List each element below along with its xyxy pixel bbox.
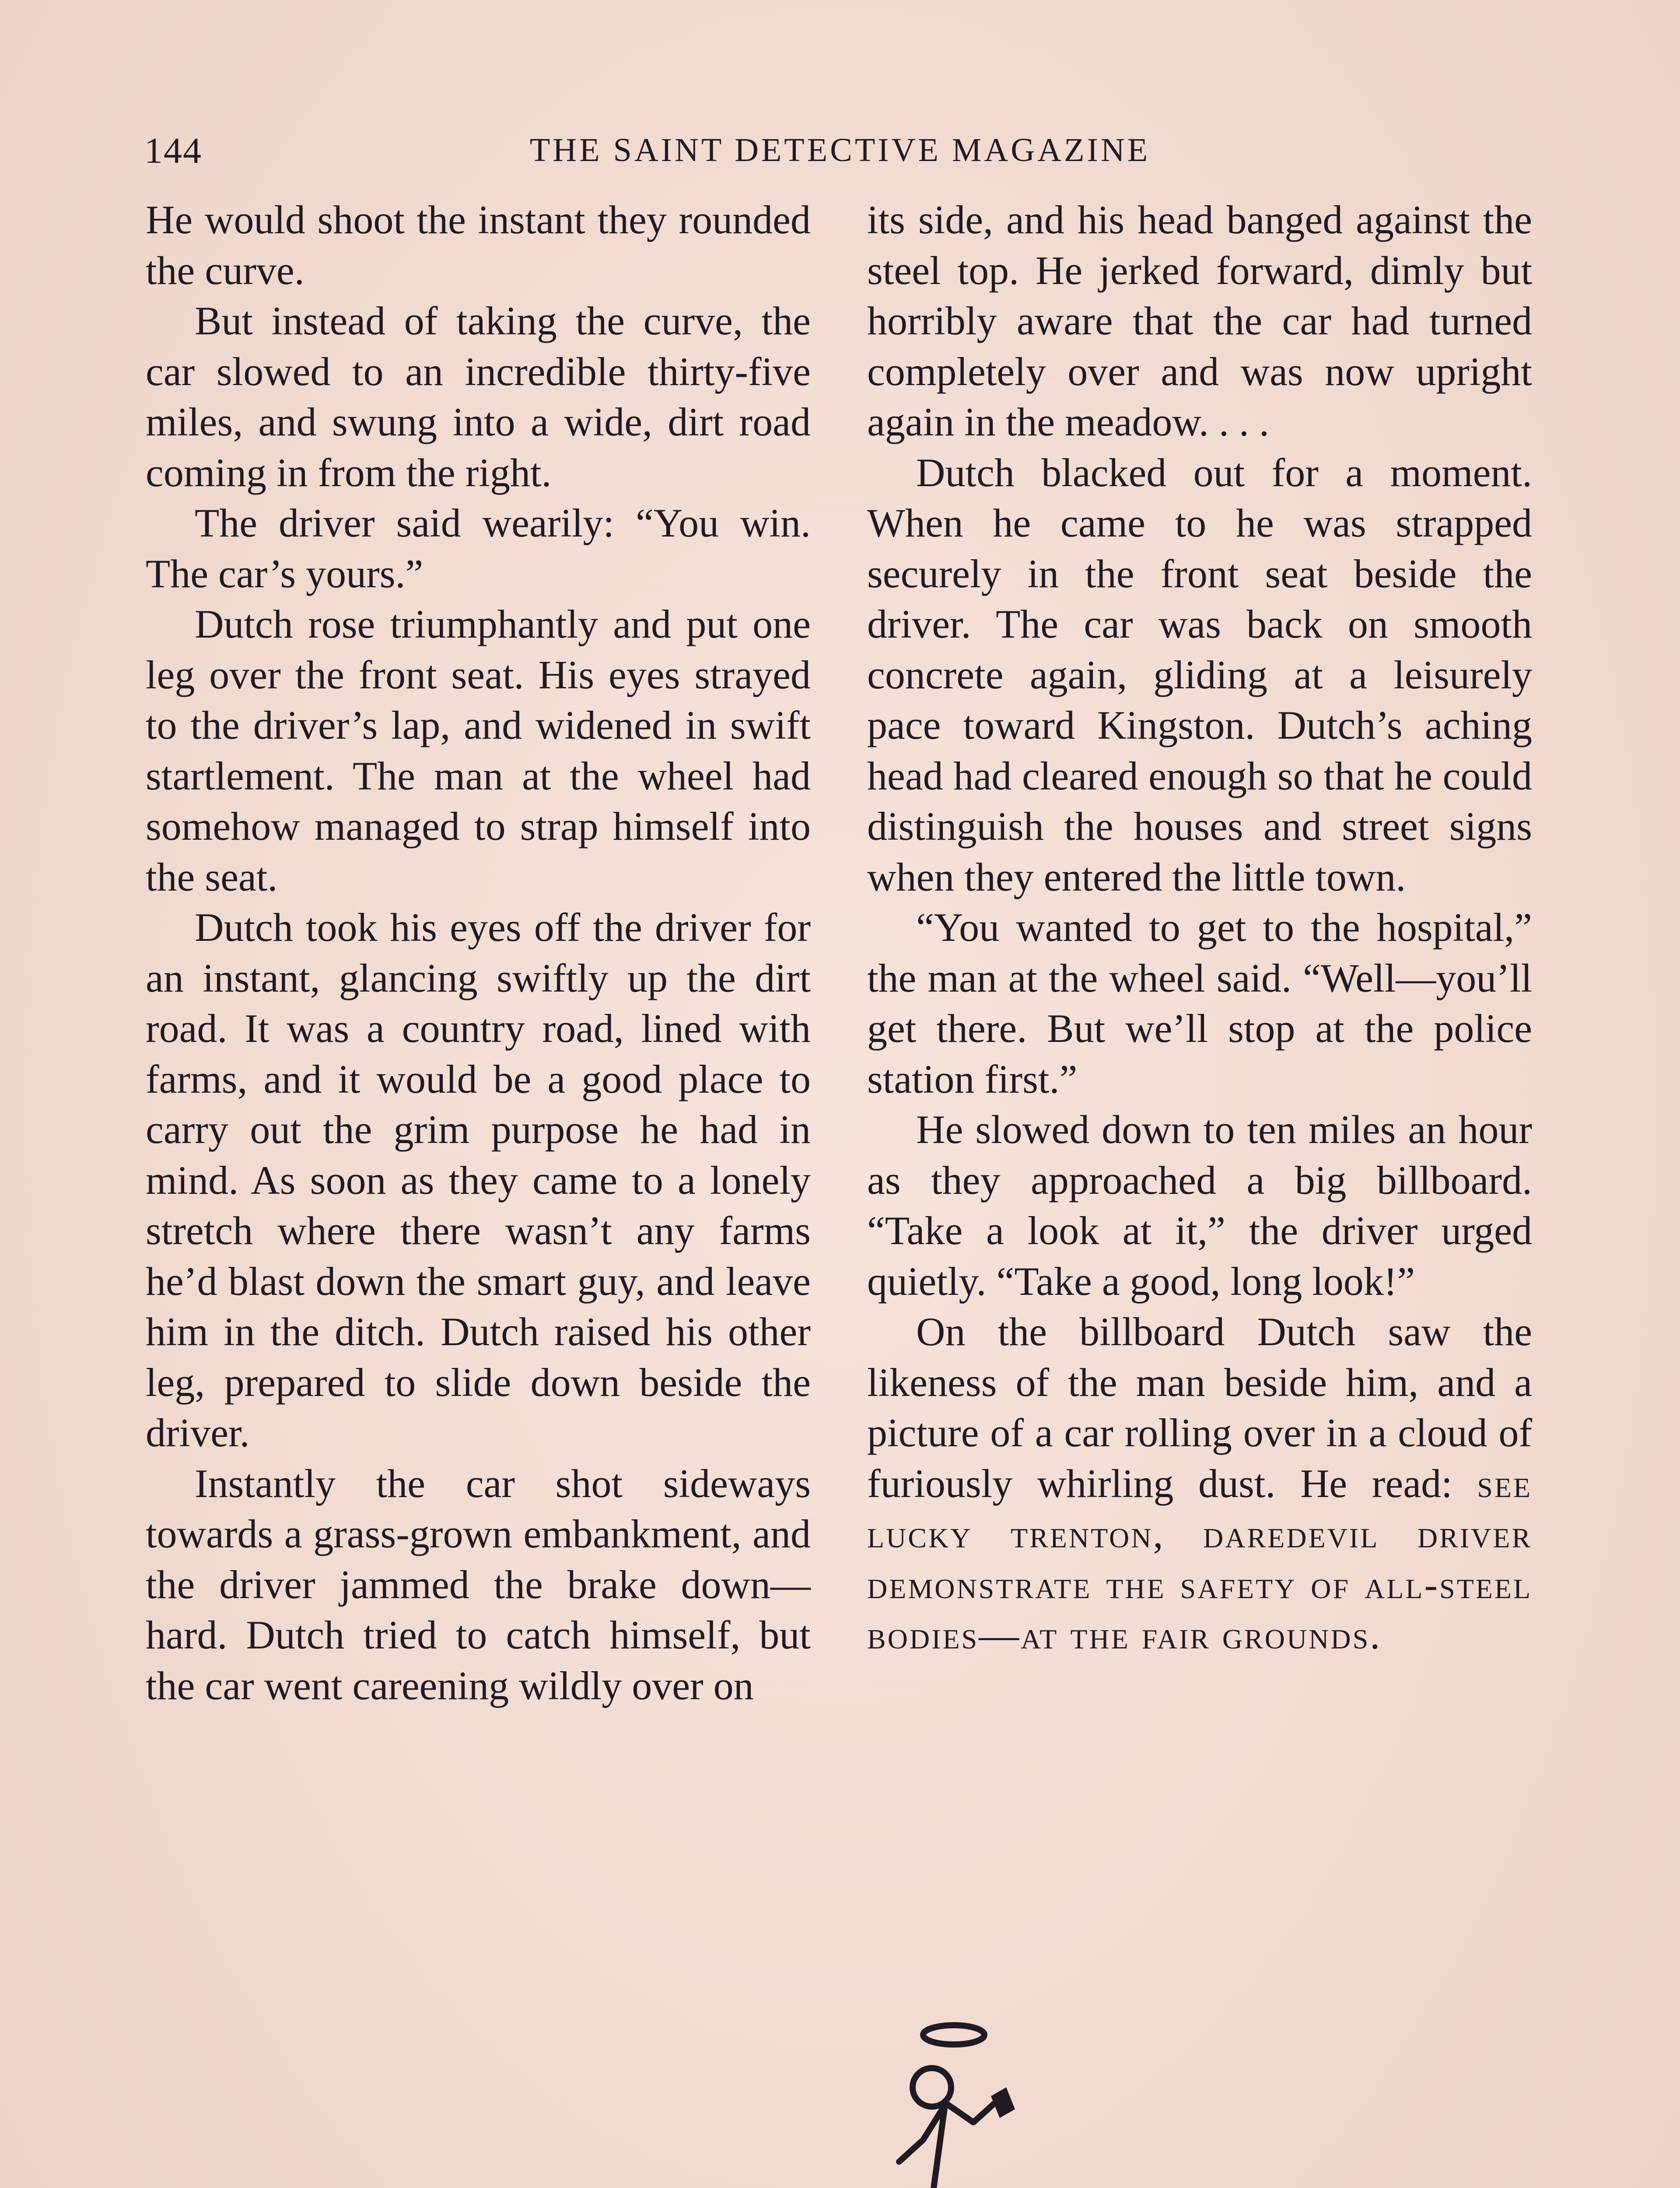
paragraph: He would shoot the instant they rounded the curve. [146,197,811,293]
billboard-text: see lucky trenton, daredevil driver demonstrate the safety of all-steel bodies—at the fair grounds. [867,1461,1532,1657]
paragraph: “You wanted to get to the hospital,” the man at the wheel said. “Well—you’ll get there. But we’ll stop at the police station first.” [867,905,1532,1101]
running-head: THE SAINT DETECTIVE MAGAZINE [529,132,1151,168]
paragraph: The driver said wearily: “You win. The car’s yours.” [146,501,811,596]
paragraph [867,1307,1532,1661]
saint-stick-figure-halo-icon [822,1995,1050,2188]
right-column [867,195,1532,1661]
paragraph: its side, and his head banged against the steel top. He jerked forward, dimly but horribly aware that the car had turned completely over and was now upright again in the meadow. . . . [867,197,1532,444]
paragraph: But instead of taking the curve, the car slowed to an incredible thirty-five miles, and swung into a wide, dirt road coming in from the right. [146,298,811,495]
left-column [146,195,811,1711]
paragraph: Dutch rose triumphantly and put one leg over the front seat. His eyes strayed to the driver’s lap, and widened in swift startlement. The man at the wheel had somehow managed to strap himself into the seat. [146,602,811,899]
paragraph: He slowed down to ten miles an hour as they approached a big billboard. “Take a look at it,” the driver urged quietly. “Take a good, long look!” [867,1107,1532,1304]
page-number: 144 [144,130,202,171]
paragraph: Dutch blacked out for a moment. When he came to he was strapped securely in the front seat beside the driver. The car was back on smooth concrete again, gliding at a leisurely pace toward Kingston. Dutch’s aching head had cleared enough so that he could distinguish the houses and street signs when they entered the little town. [867,450,1532,899]
page-header [144,130,1536,178]
paragraph: Instantly the car shot sideways towards a grass-grown embankment, and the driver jammed the brake down—hard. Dutch tried to catch himself, but the car went careening wildly over on [146,1461,811,1708]
paragraph-text: On the billboard Dutch saw the likeness of the man beside him, and a picture of a car rolling over in a cloud of furiously whirling dust. He read: [867,1309,1532,1506]
paragraph: Dutch took his eyes off the driver for an instant, glancing swiftly up the dirt road. It was a country road, lined with farms, and it would be a good place to carry out the grim purpose he had in mind. As soon as they came to a lonely stretch where there wasn’t any farms he’d blast down the smart guy, and leave him in the ditch. Dutch raised his other leg, prepared to slide down beside the driver. [146,905,811,1455]
